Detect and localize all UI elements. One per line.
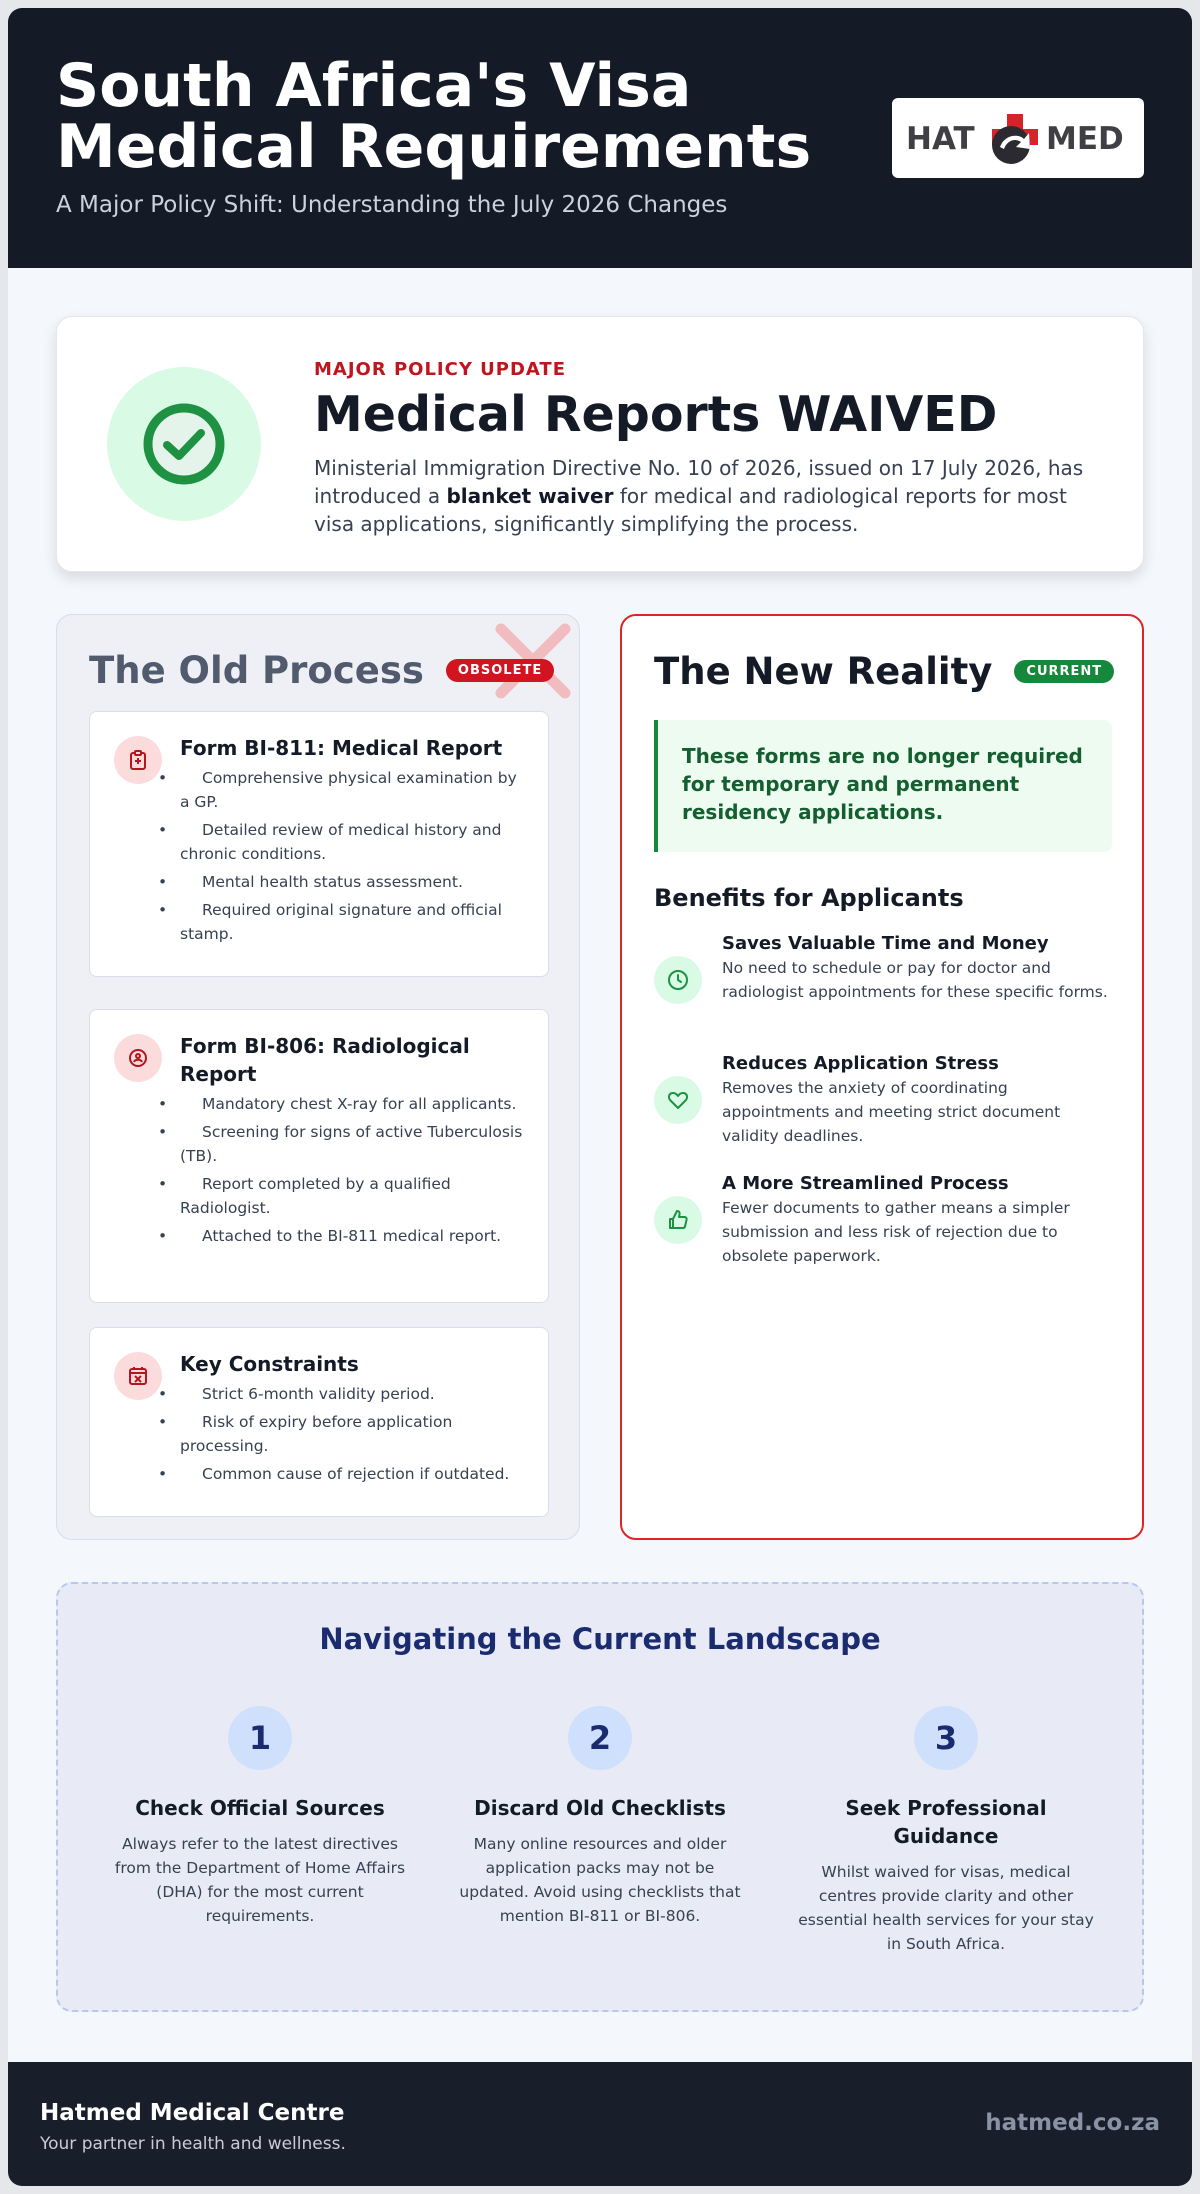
navigating-title: Navigating the Current Landscape: [319, 1622, 881, 1656]
list-item: • Report completed by a qualified Radiologist.: [180, 1172, 526, 1220]
policy-update-card: [56, 316, 1144, 572]
form-card-list: [180, 1382, 526, 1486]
list-item: • Comprehensive physical examination by a GP.: [180, 766, 526, 814]
list-item: • Strict 6-month validity period.: [180, 1382, 526, 1406]
calendar-x-icon: [114, 1352, 162, 1400]
heart-icon: [654, 1076, 702, 1124]
current-badge: CURRENT: [1014, 660, 1114, 683]
step-title: Check Official Sources: [135, 1796, 385, 1820]
radiology-icon: [114, 1034, 162, 1082]
new-reality-title: The New Reality: [654, 650, 993, 693]
list-item: • Attached to the BI-811 medical report.: [180, 1224, 526, 1248]
form-bi-811-card: [89, 711, 549, 977]
form-card-title: Form BI-806: Radiological Report: [180, 1034, 470, 1086]
step-check-official-sources: [110, 1706, 410, 1928]
form-card-list: [180, 766, 526, 946]
step-text: Many online resources and older application packs may not be updated. Avoid using checklists that mention BI-811 or BI-806.: [459, 1835, 741, 1925]
footer: [8, 2062, 1192, 2186]
list-item: • Detailed review of medical history and chronic conditions.: [180, 818, 526, 866]
list-item: • Screening for signs of active Tuberculosis (TB).: [180, 1120, 526, 1168]
benefit-item: [654, 1052, 1114, 1148]
page-title: South Africa's Visa Medical Requirements: [56, 51, 812, 182]
step-number: 3: [914, 1706, 978, 1770]
check-circle-icon: [107, 367, 261, 521]
infographic-page: [8, 8, 1192, 2186]
step-title: Discard Old Checklists: [474, 1796, 726, 1820]
navigating-section: [56, 1582, 1144, 2012]
form-card-list: [180, 1092, 526, 1248]
form-card-title: Key Constraints: [180, 1352, 359, 1376]
policy-title: Medical Reports WAIVED: [314, 386, 998, 443]
list-item: • Common cause of rejection if outdated.: [180, 1462, 526, 1486]
step-title: Seek Professional Guidance: [845, 1796, 1047, 1848]
policy-kicker: MAJOR POLICY UPDATE: [314, 359, 566, 380]
hatmed-logo: [892, 98, 1144, 178]
form-card-title: Form BI-811: Medical Report: [180, 736, 503, 760]
benefit-title: Saves Valuable Time and Money: [722, 933, 1049, 954]
forms-not-required-callout: These forms are no longer required for temporary and permanent residency applications.: [654, 720, 1112, 852]
logo-text-right: MED: [1046, 121, 1124, 157]
list-item: • Mental health status assessment.: [180, 870, 526, 894]
hatmed-logo-graphic: [900, 105, 1136, 171]
footer-website-link[interactable]: hatmed.co.za: [985, 2110, 1160, 2136]
list-item: • Required original signature and official stamp.: [180, 898, 526, 946]
step-number: 2: [568, 1706, 632, 1770]
new-reality-panel: [620, 614, 1144, 1540]
benefit-text: Removes the anxiety of coordinating appointments and meeting strict document validity deadlines.: [722, 1079, 1061, 1145]
list-item: • Risk of expiry before application processing.: [180, 1410, 526, 1458]
benefit-title: Reduces Application Stress: [722, 1053, 999, 1074]
header: [8, 8, 1192, 268]
step-text: Always refer to the latest directives from the Department of Home Affairs (DHA) for the most current requirements.: [114, 1835, 406, 1925]
list-item: • Mandatory chest X-ray for all applicants.: [180, 1092, 526, 1116]
footer-tagline: Your partner in health and wellness.: [40, 2134, 346, 2154]
benefit-title: A More Streamlined Process: [722, 1173, 1009, 1194]
form-bi-806-card: [89, 1009, 549, 1303]
step-number: 1: [228, 1706, 292, 1770]
logo-text-left: HAT: [906, 121, 975, 157]
key-constraints-card: [89, 1327, 549, 1517]
benefit-text: No need to schedule or pay for doctor and radiologist appointments for these specific forms.: [722, 959, 1108, 1001]
benefit-item: [654, 1172, 1114, 1268]
footer-company-name: Hatmed Medical Centre: [40, 2100, 345, 2126]
clock-icon: [654, 956, 702, 1004]
step-discard-old-checklists: [450, 1706, 750, 1928]
page-subtitle: A Major Policy Shift: Understanding the July 2026 Changes: [56, 192, 728, 218]
step-seek-professional-guidance: [796, 1706, 1096, 1956]
old-process-panel: [56, 614, 580, 1540]
thumbs-up-icon: [654, 1196, 702, 1244]
benefits-title: Benefits for Applicants: [654, 884, 964, 912]
step-text: Whilst waived for visas, medical centres provide clarity and other essential health services for your stay in South Africa.: [798, 1863, 1094, 1953]
obsolete-badge: OBSOLETE: [446, 659, 554, 682]
blanket-waiver-highlight: blanket waiver: [446, 484, 614, 508]
old-process-title: The Old Process: [89, 649, 424, 692]
policy-description: Ministerial Immigration Directive No. 10 of 2026, issued on 17 July 2026, has introduced a blanket waiver for medical and radiological reports for most visa applications, significantly simplifying the process.: [314, 456, 1084, 536]
clipboard-icon: [114, 736, 162, 784]
benefit-text: Fewer documents to gather means a simpler submission and less risk of rejection due to obsolete paperwork.: [722, 1199, 1070, 1265]
benefit-item: [654, 932, 1114, 1004]
